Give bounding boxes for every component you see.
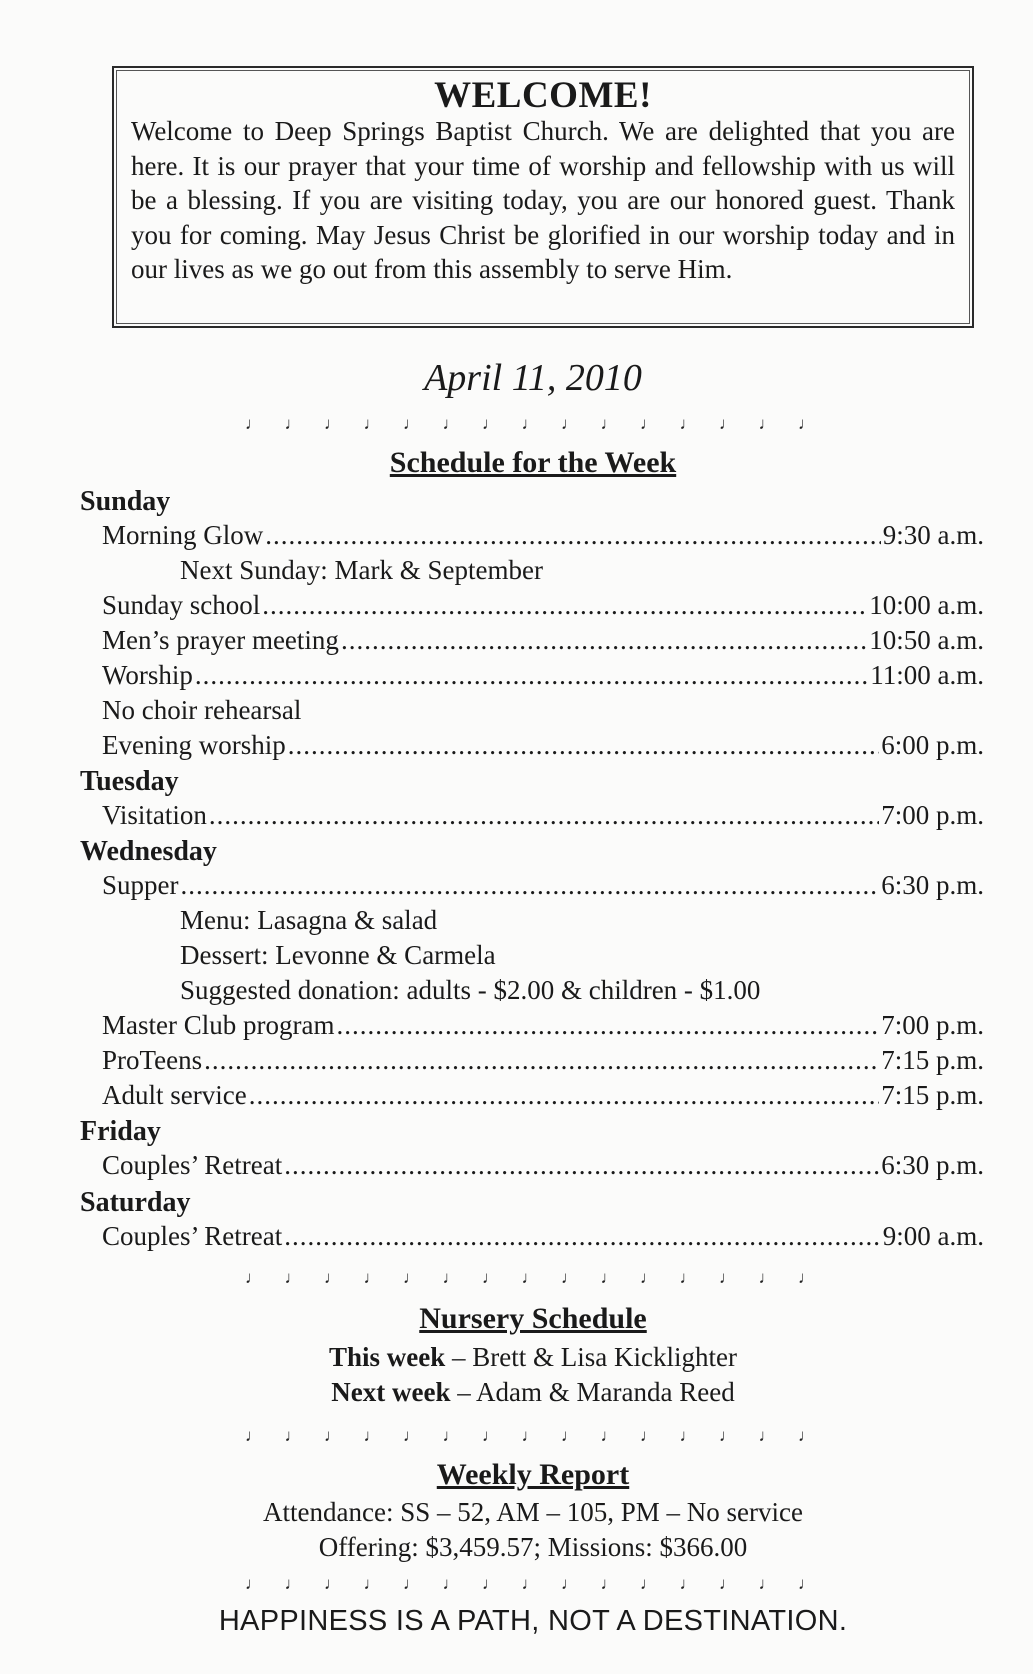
music-note-divider	[245, 1426, 815, 1446]
music-note-icon: ♩	[798, 414, 815, 433]
schedule-row-worship: Worship ..... 11:00 a.m.	[102, 660, 984, 694]
music-note-icon: ♩	[324, 1426, 341, 1445]
motto: HAPPINESS IS A PATH, NOT A DESTINATION.	[218, 1605, 848, 1637]
schedule-row-evening-worship: Evening worship ..... 6:00 p.m.	[102, 730, 984, 764]
music-note-icon: ♩	[482, 1268, 499, 1287]
music-note-icon: ♩	[600, 414, 618, 433]
music-note-icon: ♩	[561, 1574, 578, 1593]
music-note-icon: ♩	[679, 1268, 697, 1287]
music-note-icon: ♩	[324, 1268, 341, 1287]
music-note-icon: ♩	[442, 1574, 460, 1593]
music-note-divider	[245, 1268, 815, 1288]
music-note-icon: ♩	[719, 1574, 736, 1593]
schedule-row-mens-prayer: Men’s prayer meeting ..... 10:50 a.m.	[102, 625, 984, 659]
schedule-row-morning-glow: Morning Glow ..... 9:30 a.m.	[102, 520, 984, 554]
music-note-icon: ♩	[324, 1574, 341, 1593]
music-note-icon: ♩	[403, 414, 420, 433]
music-note-icon: ♩	[719, 414, 736, 433]
music-note-icon: ♩	[798, 1426, 815, 1445]
day-saturday: Saturday	[80, 1187, 191, 1218]
music-note-icon: ♩	[600, 1268, 618, 1287]
music-note-icon: ♩	[482, 1426, 499, 1445]
schedule-row-visitation: Visitation ..... 7:00 p.m.	[102, 800, 984, 834]
weekly-report-heading: Weekly Report	[436, 1458, 630, 1491]
music-note-icon: ♩	[679, 414, 697, 433]
music-note-icon: ♩	[245, 1426, 262, 1445]
music-note-icon: ♩	[363, 1574, 381, 1593]
music-note-icon: ♩	[245, 1268, 262, 1287]
music-note-icon: ♩	[363, 414, 381, 433]
menu-note: Menu: Lasagna & salad	[180, 905, 438, 935]
music-note-icon: ♩	[679, 1426, 697, 1445]
schedule-row-saturday-retreat: Couples’ Retreat ..... 9:00 a.m.	[102, 1221, 984, 1255]
welcome-box	[112, 66, 974, 328]
music-note-icon: ♩	[719, 1268, 736, 1287]
dessert-note: Dessert: Levonne & Carmela	[180, 940, 496, 970]
bulletin-date: April 11, 2010	[424, 357, 642, 399]
music-note-icon: ♩	[758, 1268, 776, 1287]
next-sunday-note: Next Sunday: Mark & September	[180, 555, 543, 585]
music-note-icon: ♩	[758, 414, 776, 433]
schedule-row-supper: Supper ..... 6:30 p.m.	[102, 870, 984, 904]
music-note-icon: ♩	[719, 1426, 736, 1445]
music-note-icon: ♩	[561, 1268, 578, 1287]
music-note-divider	[245, 1574, 815, 1594]
music-note-icon: ♩	[798, 1268, 815, 1287]
music-note-icon: ♩	[521, 1574, 539, 1593]
music-note-icon: ♩	[284, 414, 302, 433]
music-note-icon: ♩	[245, 414, 262, 433]
no-choir-note: No choir rehearsal	[102, 695, 302, 725]
donation-note: Suggested donation: adults - $2.00 & children - $1.00	[180, 975, 761, 1005]
music-note-icon: ♩	[521, 1268, 539, 1287]
schedule-row-sunday-school: Sunday school ..... 10:00 a.m.	[102, 590, 984, 624]
music-note-icon: ♩	[600, 1574, 618, 1593]
day-wednesday: Wednesday	[80, 836, 217, 867]
music-note-icon: ♩	[640, 1426, 657, 1445]
music-note-icon: ♩	[284, 1426, 302, 1445]
music-note-icon: ♩	[758, 1574, 776, 1593]
music-note-icon: ♩	[442, 1268, 460, 1287]
music-note-icon: ♩	[403, 1574, 420, 1593]
schedule-row-adult-service: Adult service ..... 7:15 p.m.	[102, 1080, 984, 1114]
music-note-icon: ♩	[600, 1426, 618, 1445]
music-note-icon: ♩	[363, 1268, 381, 1287]
offering-line: Offering: $3,459.57; Missions: $366.00	[318, 1532, 748, 1562]
music-note-icon: ♩	[640, 414, 657, 433]
music-note-icon: ♩	[640, 1268, 657, 1287]
music-note-icon: ♩	[521, 1426, 539, 1445]
music-note-icon: ♩	[640, 1574, 657, 1593]
day-sunday: Sunday	[80, 486, 171, 517]
music-note-icon: ♩	[284, 1268, 302, 1287]
music-note-icon: ♩	[403, 1268, 420, 1287]
schedule-row-proteens: ProTeens ..... 7:15 p.m.	[102, 1045, 984, 1079]
music-note-icon: ♩	[324, 414, 341, 433]
music-note-icon: ♩	[363, 1426, 381, 1445]
music-note-icon: ♩	[284, 1574, 302, 1593]
music-note-icon: ♩	[798, 1574, 815, 1593]
music-note-icon: ♩	[442, 1426, 460, 1445]
music-note-icon: ♩	[482, 414, 499, 433]
welcome-title: WELCOME!	[434, 75, 652, 116]
music-note-icon: ♩	[679, 1574, 697, 1593]
attendance-line: Attendance: SS – 52, AM – 105, PM – No service	[263, 1497, 803, 1527]
music-note-divider	[245, 414, 815, 434]
music-note-icon: ♩	[442, 414, 460, 433]
nursery-next-week: Next week – Adam & Maranda Reed	[331, 1377, 735, 1407]
nursery-heading: Nursery Schedule	[419, 1302, 647, 1335]
music-note-icon: ♩	[482, 1574, 499, 1593]
nursery-this-week: This week – Brett & Lisa Kicklighter	[329, 1342, 737, 1372]
music-note-icon: ♩	[758, 1426, 776, 1445]
day-tuesday: Tuesday	[80, 766, 179, 797]
music-note-icon: ♩	[403, 1426, 420, 1445]
music-note-icon: ♩	[245, 1574, 262, 1593]
music-note-icon: ♩	[561, 1426, 578, 1445]
schedule-heading: Schedule for the Week	[389, 446, 677, 479]
day-friday: Friday	[80, 1116, 161, 1147]
welcome-body: Welcome to Deep Springs Baptist Church. We are delighted that you are here. It is our prayer that your time of worship and fellowship with us will be a blessing. If you are visiting today, you are our honored guest. Thank you for coming. May Jesus Christ be glorified in our worship today and in our lives as we go out from this assembly to serve Him.	[131, 116, 955, 284]
schedule-row-master-club: Master Club program ..... 7:00 p.m.	[102, 1010, 984, 1044]
music-note-icon: ♩	[521, 414, 539, 433]
music-note-icon: ♩	[561, 414, 578, 433]
schedule-row-friday-retreat: Couples’ Retreat ..... 6:30 p.m.	[102, 1150, 984, 1184]
